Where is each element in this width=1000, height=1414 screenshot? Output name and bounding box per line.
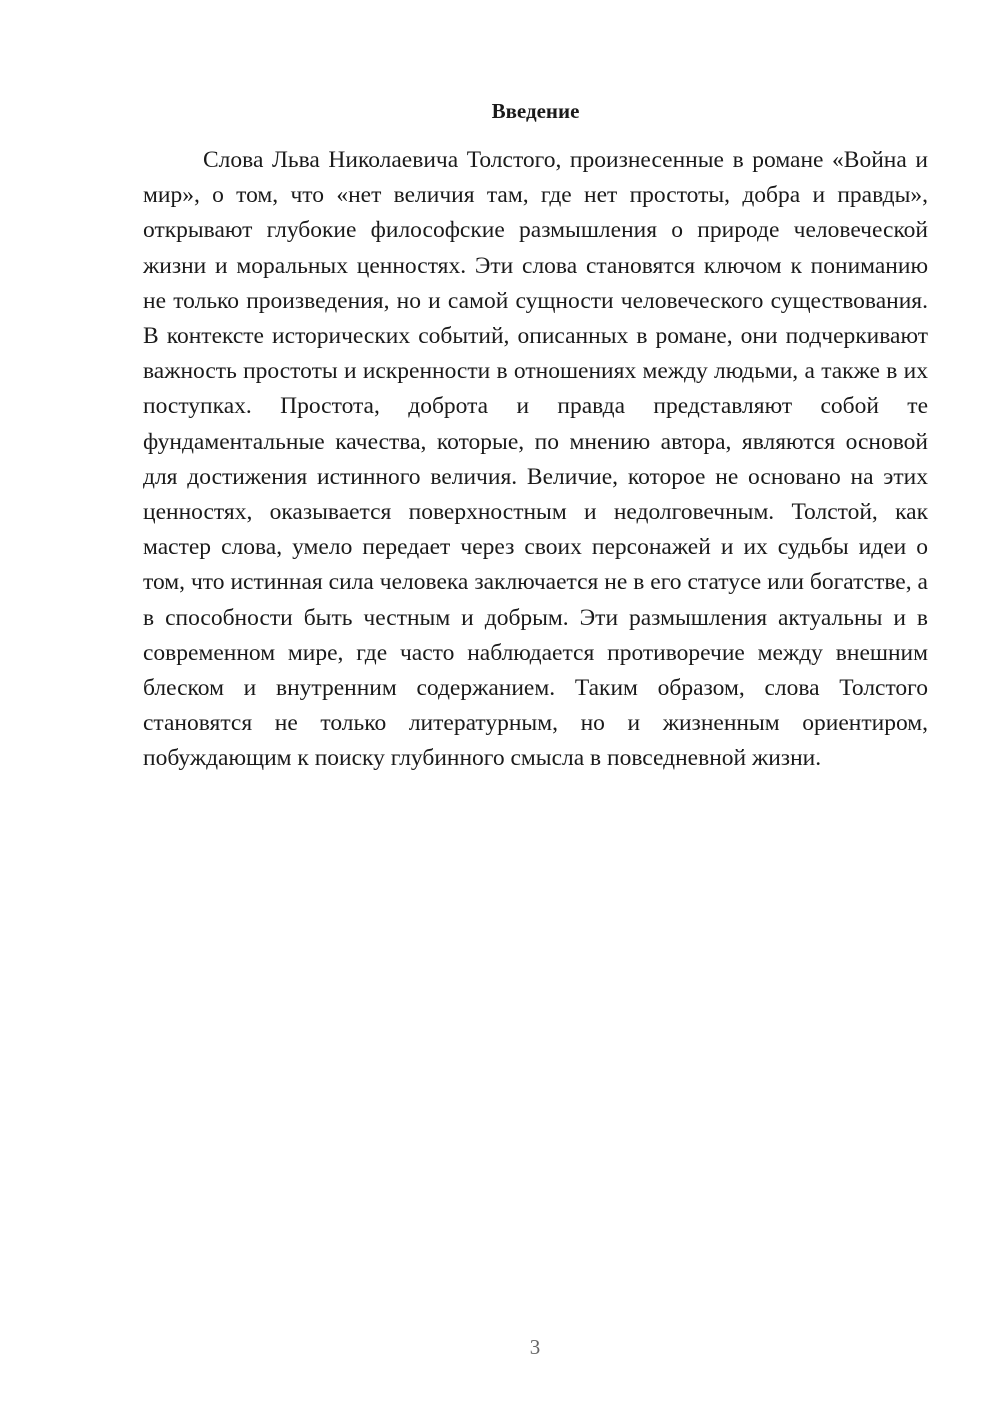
- section-heading: Введение: [491, 99, 580, 123]
- page-number: 3: [529, 1335, 541, 1359]
- body-paragraph: Слова Льва Николаевича Толстого, произнесенные в романе «Война и мир», о том, что «нет величия там, где нет простоты, добра и правды», открывают глубокие философские размышления о природе человеческой жизни и моральных ценностях. Эти слова становятся ключом к пониманию не только произведения, но и самой сущности человеческого существования. В контексте исторических событий, описанных в романе, они подчеркивают важность простоты и искренности в отношениях между людьми, а также в их поступках. Простота, доброта и правда представляют собой те фундаментальные качества, которые, по мнению автора, являются основой для достижения истинного величия. Величие, которое не основано на этих ценностях, оказывается поверхностным и недолговечным. Толстой, как мастер слова, умело передает через своих персонажей и их судьбы идеи о том, что истинная сила человека заключается не в его статусе или богатстве, а в способности быть честным и добрым. Эти размышления актуальны и в современном мире, где часто наблюдается противоречие между внешним блеском и внутренним содержанием. Таким образом, слова Толстого становятся не только литературным, но и жизненным ориентиром, побуждающим к поиску глубинного смысла в повседневной жизни.: [143, 147, 928, 772]
